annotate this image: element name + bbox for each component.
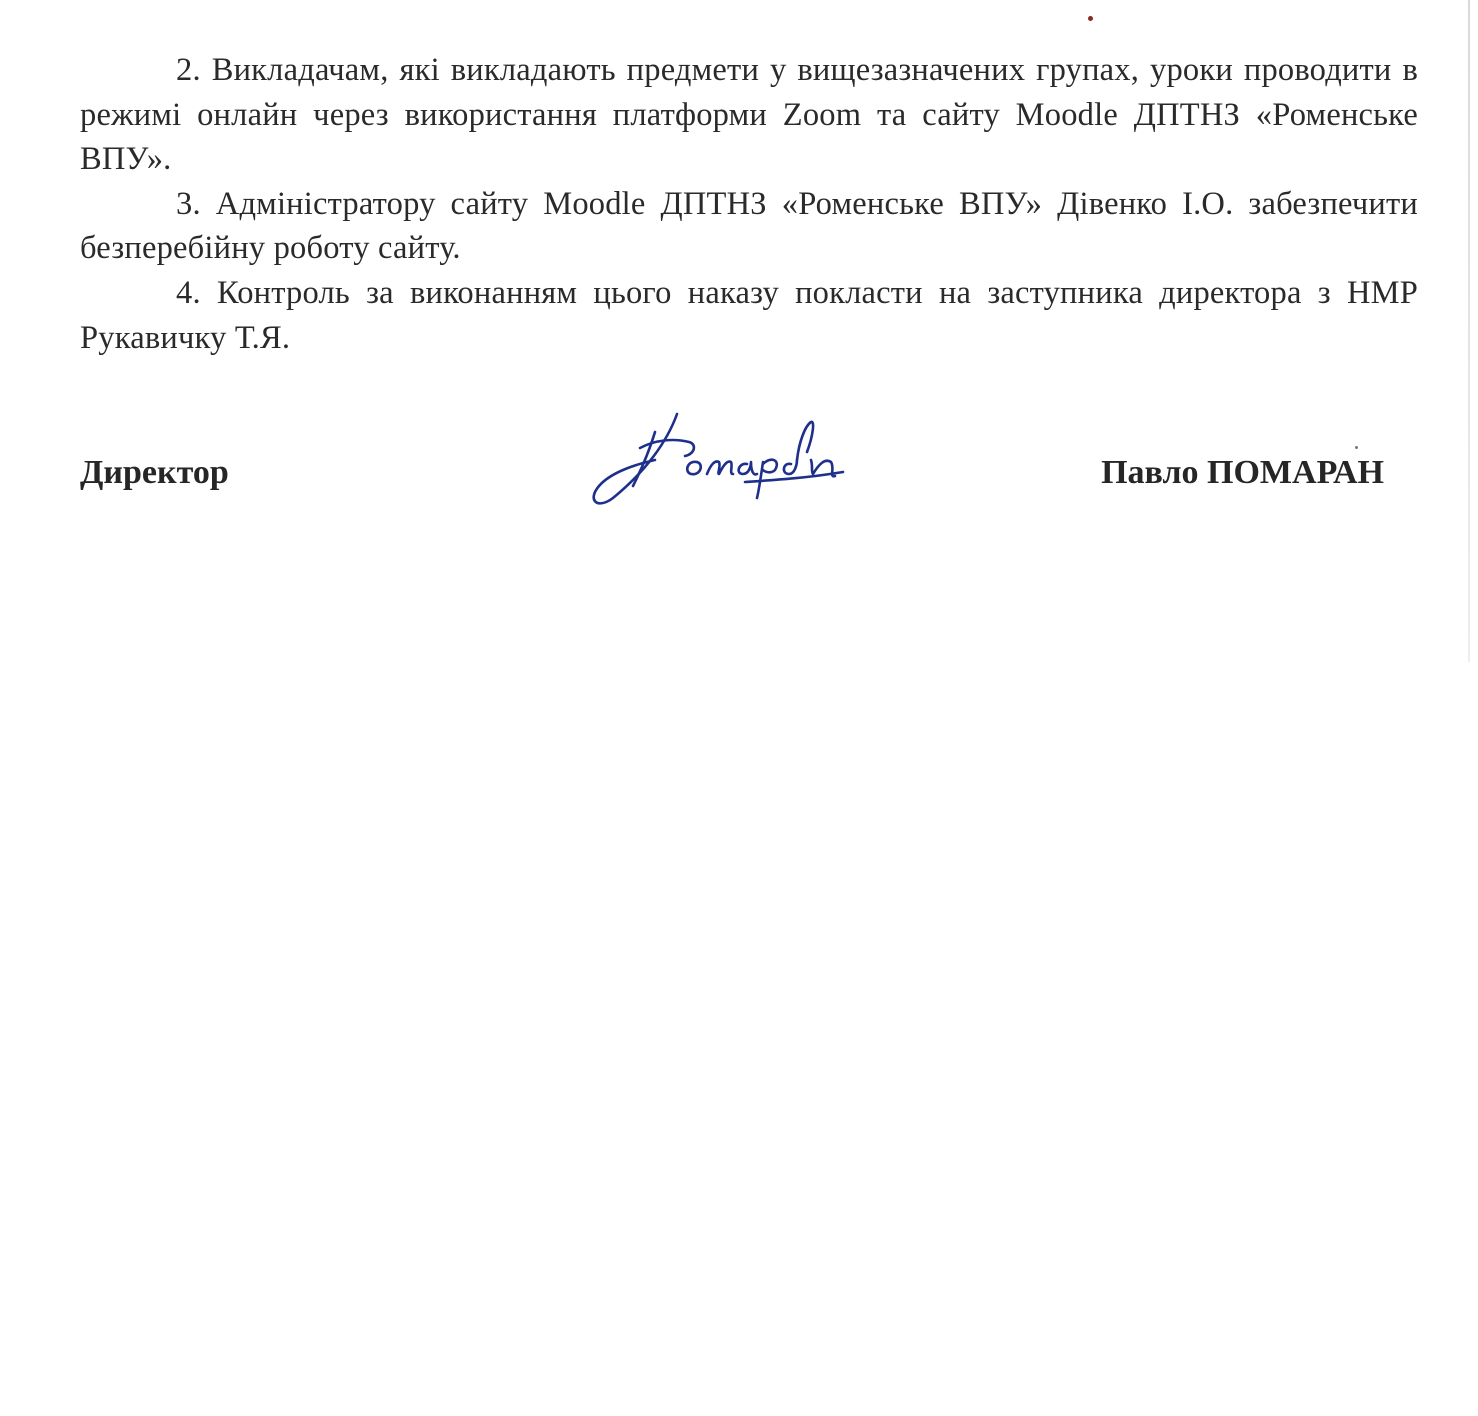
page-edge-shadow (1468, 0, 1470, 662)
signature-block (0, 400, 1470, 520)
paragraph-4: 4. Контроль за виконанням цього наказу покласти на заступника директора з НМР Рукавичку Т.Я. (80, 274, 1418, 356)
order-body (80, 48, 1418, 360)
ink-speck (1088, 16, 1093, 21)
scanned-page (0, 0, 1470, 662)
signer-name: Павло ПОМАРАН (1101, 454, 1384, 491)
paragraph-2: 2. Викладачам, які викладають предмети у вищезазначених групах, уроки проводити в режимі онлайн через використання платформи Zoom та сайту Moodle ДПТНЗ «Роменське ВПУ». (80, 52, 1418, 178)
handwritten-signature (585, 402, 850, 514)
paragraph-3: 3. Адміністратору сайту Moodle ДПТНЗ «Роменське ВПУ» Дівенко І.О. забезпечити безперебійну роботу сайту. (80, 185, 1418, 267)
signer-position: Директор (80, 454, 229, 491)
